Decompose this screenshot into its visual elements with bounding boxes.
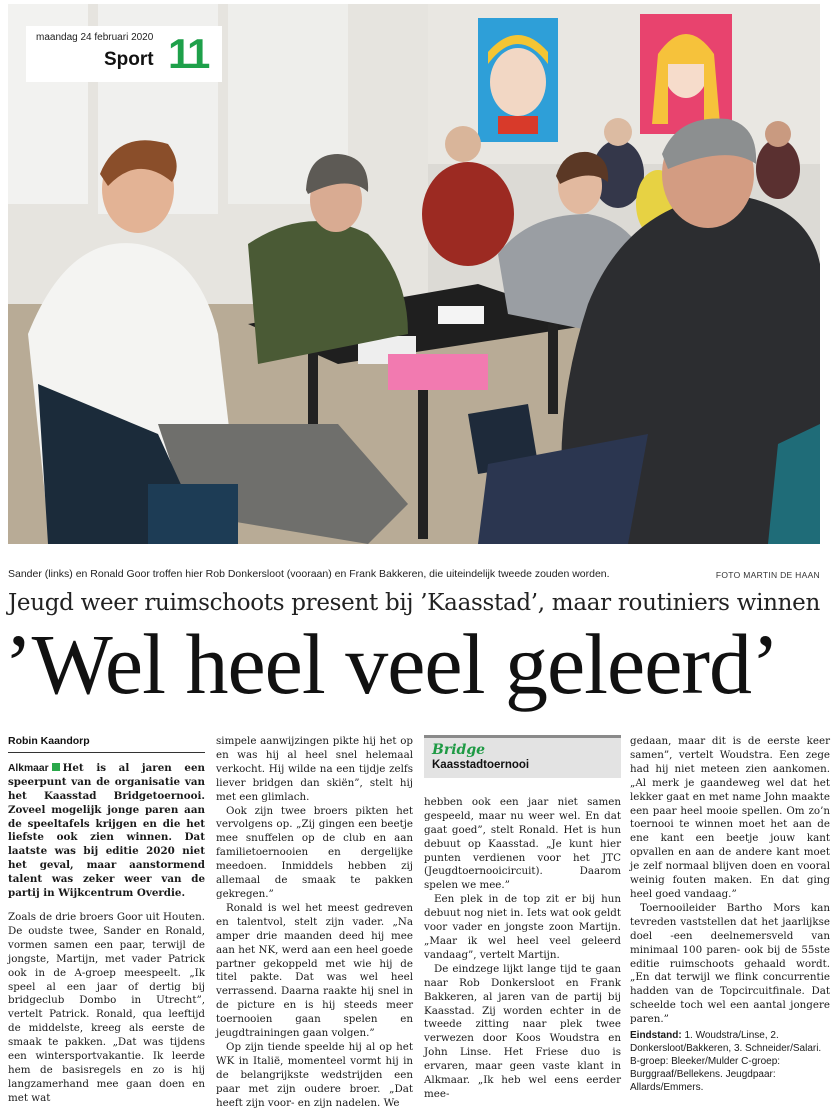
page-masthead (26, 26, 222, 82)
bridge-tournament-photo (8, 4, 820, 544)
publication-date: maandag 24 februari 2020 (36, 32, 154, 43)
article-column-1 (8, 735, 205, 1106)
final-standings (630, 1029, 830, 1094)
article-column-3 (424, 735, 621, 1102)
topic-sublabel: Kaasstadtoernooi (432, 759, 530, 771)
photo-credit: FOTO MARTIN DE HAAN (715, 570, 820, 580)
bidding-box (388, 354, 488, 390)
standings-label: Eindstand: (630, 1030, 682, 1042)
paragraph: Zoals de drie broers Goor uit Houten. De oudste twee, Sander en Ronald, vormen samen een paar, terwijl de jongste, Martijn, met vader Patrick ook in de A-groep meespeelt. „Ik speel al een jaar of dertig bij bridgeclub Dombo in Utrecht”, vertelt Patrick. Ronald, qua leeftijd de middelste, kreeg als eerste de smaak te pakken. „Dat was tijdens een wintersportvakantie. Ik leerde hem de basisregels en zo is hij langzamerhand mee gaan doen en met wat (8, 910, 205, 1104)
standings-text: 1. Woudstra/Linse, 2. Donkersloot/Bakkeren, 3. Schneider/Salari. B-groep: Bleeker/Mulder C-groep: Burggraaf/Bellekens. Jeugdpaar: Allards/Emmers. (630, 1030, 822, 1094)
page-number: 11 (168, 30, 209, 77)
paragraph: Op zijn tiende speelde hij al op het WK in Italië, momenteel vormt hij in de belangrijkste wedstrijden een paar met zijn oudere broer. „Dat heeft zijn voor- en zijn nadelen. We (216, 1040, 413, 1109)
article-column-4 (630, 735, 830, 1094)
article-photo (8, 4, 820, 544)
article-headline: ’Wel heel veel geleerd’ (4, 616, 779, 712)
green-square-icon (52, 763, 60, 771)
topic-label: Bridge (432, 742, 486, 758)
paragraph: Ronald is wel het meest gedreven en talentvol, stelt zijn vader. „Na amper drie maanden deed hij mee aan het NK, werd aan een heel goede partner gekoppeld met wie hij de titel pakte. Dat was wel heel verrassend. Daarna raakte hij snel in de picture en is hij steeds meer toernooien gaan spelen en jeugdtrainingen gaan volgen.” (216, 901, 413, 1040)
article-lead (8, 762, 205, 901)
section-name: Sport (104, 49, 154, 70)
byline: Robin Kaandorp (8, 735, 205, 753)
topic-tag (424, 735, 621, 778)
paragraph: gedaan, maar dit is de eerste keer samen”, vertelt Woudstra. Een zege had hij niet meteen zien aankomen. „Al merk je gaandeweg wel dat het lekker gaat en met name John maakte een paar heel mooie spellen. Om zo’n toernooi te winnen moet het aan de ene kant een beetje jouw kant opvallen en aan de andere kant moet je zelf normaal blijven doen en vooral weinig fouten maken. En dat ging heel goed vandaag.” (630, 735, 830, 900)
paragraph: Een plek in de top zit er bij hun debuut nog niet in. Iets wat ook geldt voor vader en jongste zoon Martijn. „Maar ik wel heel veel geleerd vandaag”, vertelt Martijn. (424, 893, 621, 961)
dateline: Alkmaar (8, 762, 49, 774)
paragraph: hebben ook een jaar niet samen gespeeld, maar nu weer wel. En dat gaat goed”, stelt Ronald. Het is hun debuut op Kaasstad. „Je kunt hier punten verdienen voor het JTC (Jeugdtoernooicircuit). Daarom spelen we mee.” (424, 795, 621, 892)
lead-text: Het is al jaren een speerpunt van de organisatie van het Kaasstad Bridgetoernooi. Zoveel mogelijk jonge paren aan de speeltafels krijgen en die het liefste ook zien winnen. Dat laatste was bij editie 2020 niet het geval, maar aanstormend talent was zeker weer van de partij in Wijkcentrum Overdie. (8, 761, 205, 900)
paragraph: simpele aanwijzingen pikte hij het op en was hij al heel snel helemaal verkocht. Hij wilde na een tijdje zelfs liever bridgen dan skiën”, stelt hij met een glimlach. (216, 735, 413, 803)
photo-caption: Sander (links) en Ronald Goor troffen hier Rob Donkersloot (vooraan) en Frank Bakkeren, die uiteindelijk tweede zouden worden. (8, 568, 610, 580)
paragraph: Toernooileider Bartho Mors kan tevreden vaststellen dat het jaarlijkse doel -een deelnemersveld van minimaal 100 paren- ook bij de 55ste editie ruimschoots gehaald wordt. „En dat terwijl we flink concurrentie hadden van de Topcircuitfinale. Dat scheelde toch wel een aantal jongere paren.” (630, 901, 830, 1026)
paragraph: Ook zijn twee broers pikten het vervolgens op. „Zij gingen een beetje mee snuffelen op de club en aan familietoernooien en dergelijke meedoen. Inmiddels hebben zij allemaal de smaak te pakken gekregen.” (216, 804, 413, 900)
paragraph: De eindzege lijkt lange tijd te gaan naar Rob Donkersloot en Frank Bakkeren, al jaren van de partij bij Kaasstad. Zij worden echter in de tweede zitting naar plek twee verwezen door Koos Woudstra en John Linse. Het Friese duo is ervaren, maar geen vaste klant in Alkmaar. „Ik heb wel eens eerder mee- (424, 962, 621, 1100)
article-kicker: Jeugd weer ruimschoots present bij ’Kaasstad’, maar routiniers winnen (8, 590, 820, 616)
article-column-2 (216, 735, 413, 1110)
